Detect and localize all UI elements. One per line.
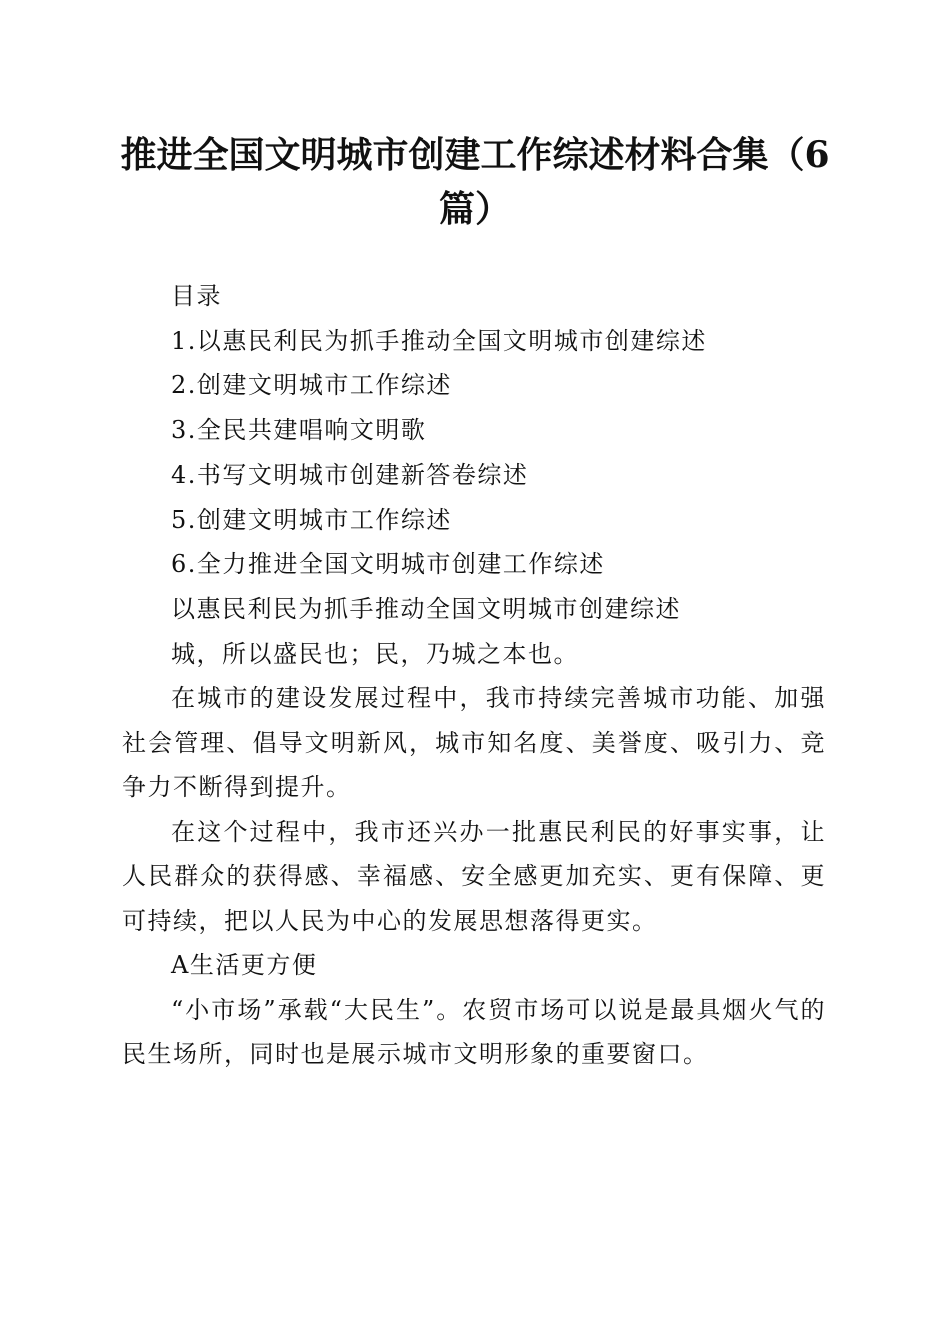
section-title: 以惠民利民为抓手推动全国文明城市创建综述 — [171, 594, 681, 623]
toc-item: 2.创建文明城市工作综述 — [171, 371, 452, 400]
document-title: 推进全国文明城市创建工作综述材料合集（6篇） — [120, 134, 830, 230]
toc-item: 5.创建文明城市工作综述 — [171, 505, 452, 534]
subsection-heading: A生活更方便 — [171, 951, 318, 980]
toc-heading: 目录 — [171, 282, 222, 310]
toc-item: 4.书写文明城市创建新答卷综述 — [171, 460, 529, 489]
paragraph: 城，所以盛民也；民，乃城之本也。 — [171, 639, 579, 668]
document-body — [122, 274, 826, 1077]
toc-item: 6.全力推进全国文明城市创建工作综述 — [171, 550, 605, 579]
toc-item: 3.全民共建唱响文明歌 — [171, 416, 427, 445]
paragraph: 在这个过程中，我市还兴办一批惠民利民的好事实事，让人民群众的获得感、幸福感、安全感更加充实、更有保障、更可持续，把以人民为中心的发展思想落得更实。 — [122, 817, 826, 935]
paragraph: “小市场”承载“大民生”。农贸市场可以说是最具烟火气的民生场所，同时也是展示城市文明形象的重要窗口。 — [122, 995, 826, 1069]
toc-item: 1.以惠民利民为抓手推动全国文明城市创建综述 — [171, 326, 707, 355]
paragraph: 在城市的建设发展过程中，我市持续完善城市功能、加强社会管理、倡导文明新风，城市知名度、美誉度、吸引力、竞争力不断得到提升。 — [122, 684, 826, 802]
